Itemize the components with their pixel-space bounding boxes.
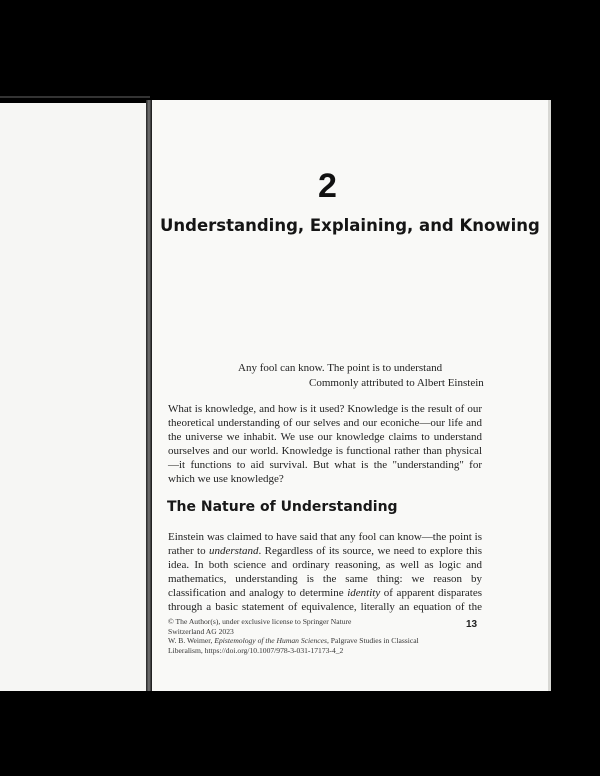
footer-line-3 — [168, 636, 468, 646]
page-number: 13 — [466, 619, 478, 630]
footer-series: , Palgrave Studies in Classical — [326, 636, 419, 645]
left-page — [0, 103, 148, 691]
footer-line-2: Switzerland AG 2023 — [168, 626, 234, 636]
footer-line-1: © The Author(s), under exclusive license to Springer Nature — [168, 617, 352, 626]
footer-doi: Liberalism, https://doi.org/10.1007/978-3-031-17173-4_2 — [168, 645, 344, 655]
footer-book-title: Epistemology of the Human Sciences — [214, 636, 327, 645]
epigraph-attribution: Commonly attributed to Albert Einstein — [309, 377, 484, 389]
chapter-number: 2 — [318, 167, 337, 205]
top-rule — [0, 96, 150, 98]
body-paragraph — [168, 530, 482, 614]
body-text-2: . Regardless of its source, we need to explore this idea. In both science and ordinary reasoning, as well as logic and mathematics, understanding is the same thing: we reason by classification and analogy to determine — [168, 545, 482, 599]
copyright-footer — [168, 617, 468, 655]
intro-paragraph: What is knowledge, and how is it used? Knowledge is the result of our theoretical understanding of our selves and our econiche—our life and the universe we inhabit. We use our knowledge claims to understand ourselves and our world. Knowledge is functional rather than physical—it functions to aid survival. But what is the "understanding" for which we use knowledge? — [168, 403, 482, 485]
chapter-title: Understanding, Explaining, and Knowing — [160, 216, 540, 235]
epigraph-quote: Any fool can know. The point is to understand — [238, 362, 443, 374]
page-edge — [548, 100, 551, 691]
footer-author: W. B. Weimer, — [168, 636, 215, 645]
section-heading: The Nature of Understanding — [167, 499, 398, 515]
body-text-3: of apparent disparates through a basic statement of equivalence, literally an equation of the — [168, 587, 482, 613]
body-emphasis-understand: understand — [208, 545, 259, 557]
body-emphasis-identity: identity — [347, 587, 381, 599]
body-text-1: Einstein was claimed to have said that any fool can know—the point is rather to — [168, 531, 482, 557]
